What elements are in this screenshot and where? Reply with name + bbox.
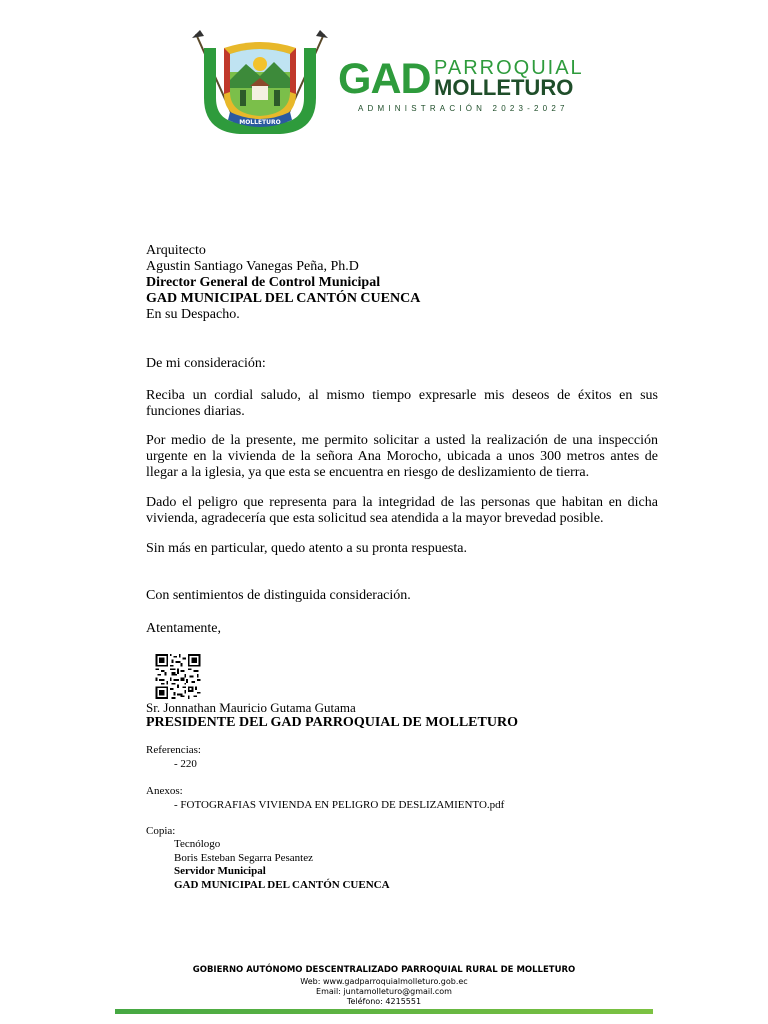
footer-phone: Teléfono: 4215551 [346, 997, 422, 1006]
recipient-organization: GAD MUNICIPAL DEL CANTÓN CUENCA [146, 291, 421, 306]
copy-name: Boris Esteban Segarra Pesantez [174, 852, 313, 864]
greeting: De mi consideración: [146, 356, 266, 371]
paragraph-4: Sin más en particular, quedo atento a su pronta respuesta. [146, 541, 467, 556]
logo-molleturo: MOLLETURO [434, 75, 574, 100]
annexes-item: - FOTOGRAFIAS VIVIENDA EN PELIGRO DE DESLIZAMIENTO.pdf [174, 799, 505, 811]
logo-administracion: ADMINISTRACIÓN 2023-2027 [358, 104, 569, 113]
copy-position: Servidor Municipal [174, 865, 266, 877]
copy-label: Copia: [146, 825, 176, 837]
copy-organization: GAD MUNICIPAL DEL CANTÓN CUENCA [174, 879, 390, 891]
annexes-label: Anexos: [146, 785, 183, 797]
signature-qr-code [153, 654, 203, 699]
sign-off: Atentamente, [146, 621, 222, 636]
references-item: - 220 [174, 758, 197, 770]
recipient-despacho: En su Despacho. [146, 307, 240, 322]
paragraph-3: Dado el peligro que representa para la integridad de las personas que habitan en dicha vivienda, agradecería que esta solicitud sea atendida a la mayor brevedad posible. [146, 495, 658, 526]
signer-title: PRESIDENTE DEL GAD PARROQUIAL DE MOLLETURO [146, 715, 518, 730]
emblem-ribbon-text: MOLLETURO [239, 119, 281, 126]
recipient-title: Arquitecto [146, 243, 206, 258]
gad-molleturo-wordmark [338, 56, 588, 122]
footer-title: GOBIERNO AUTÓNOMO DESCENTRALIZADO PARROQUIAL RURAL DE MOLLETURO [192, 965, 576, 975]
logo-gad: GAD [338, 55, 431, 103]
closing-line: Con sentimientos de distinguida consideración. [146, 588, 411, 603]
footer-web: Web: www.gadparroquialmolleturo.gob.ec [300, 977, 468, 986]
footer-email: Email: juntamolleturo@gmail.com [316, 987, 452, 996]
footer-green-bar [115, 1009, 653, 1014]
recipient-position: Director General de Control Municipal [146, 275, 381, 290]
logo-parroquial: PARROQUIAL [434, 57, 584, 79]
references-label: Referencias: [146, 744, 201, 756]
signer-name: Sr. Jonnathan Mauricio Gutama Gutama [146, 700, 356, 715]
molleturo-coat-of-arms-emblem [190, 28, 330, 144]
recipient-name: Agustin Santiago Vanegas Peña, Ph.D [146, 259, 359, 274]
copy-title: Tecnólogo [174, 838, 221, 850]
paragraph-2: Por medio de la presente, me permito solicitar a usted la realización de una inspección urgente en la vivienda de la señora Ana Morocho, ubicada a unos 300 metros antes de llegar a la iglesia, ya que esta se encuentra en riesgo de deslizamiento de tierra. [146, 433, 658, 480]
paragraph-1: Reciba un cordial saludo, al mismo tiempo expresarle mis deseos de éxitos en sus funciones diarias. [146, 388, 658, 419]
